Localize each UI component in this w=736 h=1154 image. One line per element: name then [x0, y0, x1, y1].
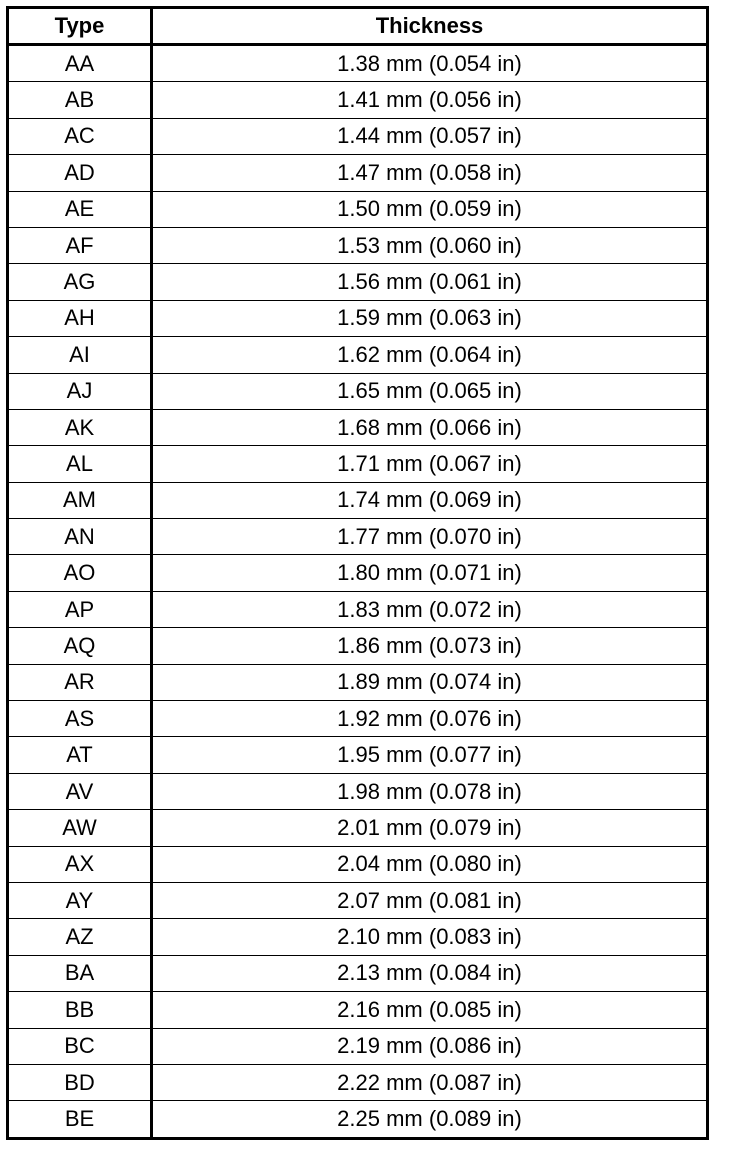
table-row	[8, 155, 708, 191]
type-cell: AM	[8, 482, 152, 518]
table-row	[8, 664, 708, 700]
table-row	[8, 846, 708, 882]
thickness-cell: 1.62 mm (0.064 in)	[152, 337, 708, 373]
header-row	[8, 8, 708, 45]
table-row	[8, 519, 708, 555]
thickness-cell: 1.89 mm (0.074 in)	[152, 664, 708, 700]
table-row	[8, 373, 708, 409]
thickness-cell: 1.44 mm (0.057 in)	[152, 118, 708, 154]
thickness-cell: 1.98 mm (0.078 in)	[152, 773, 708, 809]
header-type: Type	[8, 8, 152, 45]
thickness-cell: 1.74 mm (0.069 in)	[152, 482, 708, 518]
table-row	[8, 955, 708, 991]
thickness-cell: 1.50 mm (0.059 in)	[152, 191, 708, 227]
thickness-cell: 1.92 mm (0.076 in)	[152, 701, 708, 737]
thickness-cell: 1.41 mm (0.056 in)	[152, 82, 708, 118]
type-cell: AB	[8, 82, 152, 118]
thickness-table	[6, 6, 709, 1140]
type-cell: AQ	[8, 628, 152, 664]
table-row	[8, 1101, 708, 1138]
type-cell: AZ	[8, 919, 152, 955]
table-row	[8, 409, 708, 445]
thickness-cell: 2.13 mm (0.084 in)	[152, 955, 708, 991]
table-row	[8, 555, 708, 591]
type-cell: AW	[8, 810, 152, 846]
table-header	[8, 8, 708, 45]
table-row	[8, 82, 708, 118]
header-thickness: Thickness	[152, 8, 708, 45]
table-row	[8, 701, 708, 737]
table-row	[8, 992, 708, 1028]
type-cell: AK	[8, 409, 152, 445]
type-cell: AC	[8, 118, 152, 154]
thickness-cell: 1.38 mm (0.054 in)	[152, 45, 708, 82]
type-cell: AY	[8, 882, 152, 918]
table-row	[8, 737, 708, 773]
table-row	[8, 1064, 708, 1100]
table-row	[8, 773, 708, 809]
thickness-cell: 1.83 mm (0.072 in)	[152, 591, 708, 627]
table-row	[8, 264, 708, 300]
thickness-cell: 2.22 mm (0.087 in)	[152, 1064, 708, 1100]
type-cell: BE	[8, 1101, 152, 1138]
thickness-cell: 2.25 mm (0.089 in)	[152, 1101, 708, 1138]
table-row	[8, 446, 708, 482]
thickness-cell: 1.56 mm (0.061 in)	[152, 264, 708, 300]
table-row	[8, 337, 708, 373]
thickness-cell: 1.95 mm (0.077 in)	[152, 737, 708, 773]
thickness-cell: 2.07 mm (0.081 in)	[152, 882, 708, 918]
thickness-cell: 1.47 mm (0.058 in)	[152, 155, 708, 191]
thickness-cell: 1.86 mm (0.073 in)	[152, 628, 708, 664]
table-row	[8, 45, 708, 82]
type-cell: AA	[8, 45, 152, 82]
thickness-cell: 1.59 mm (0.063 in)	[152, 300, 708, 336]
type-cell: AO	[8, 555, 152, 591]
type-cell: BD	[8, 1064, 152, 1100]
type-cell: AD	[8, 155, 152, 191]
thickness-cell: 1.80 mm (0.071 in)	[152, 555, 708, 591]
type-cell: AN	[8, 519, 152, 555]
table-row	[8, 118, 708, 154]
thickness-cell: 2.16 mm (0.085 in)	[152, 992, 708, 1028]
type-cell: BB	[8, 992, 152, 1028]
table-row	[8, 810, 708, 846]
type-cell: AS	[8, 701, 152, 737]
table-row	[8, 1028, 708, 1064]
thickness-cell: 2.04 mm (0.080 in)	[152, 846, 708, 882]
table-row	[8, 191, 708, 227]
type-cell: AE	[8, 191, 152, 227]
thickness-cell: 1.65 mm (0.065 in)	[152, 373, 708, 409]
table-row	[8, 482, 708, 518]
type-cell: BC	[8, 1028, 152, 1064]
table-row	[8, 300, 708, 336]
table-row	[8, 591, 708, 627]
thickness-cell: 1.71 mm (0.067 in)	[152, 446, 708, 482]
type-cell: AL	[8, 446, 152, 482]
thickness-cell: 2.10 mm (0.083 in)	[152, 919, 708, 955]
type-cell: BA	[8, 955, 152, 991]
thickness-cell: 1.53 mm (0.060 in)	[152, 227, 708, 263]
table-row	[8, 882, 708, 918]
thickness-cell: 2.01 mm (0.079 in)	[152, 810, 708, 846]
type-cell: AT	[8, 737, 152, 773]
type-cell: AI	[8, 337, 152, 373]
type-cell: AG	[8, 264, 152, 300]
thickness-cell: 1.68 mm (0.066 in)	[152, 409, 708, 445]
type-cell: AH	[8, 300, 152, 336]
table-row	[8, 628, 708, 664]
table-body	[8, 45, 708, 1139]
type-cell: AP	[8, 591, 152, 627]
type-cell: AJ	[8, 373, 152, 409]
table-row	[8, 227, 708, 263]
thickness-cell: 1.77 mm (0.070 in)	[152, 519, 708, 555]
type-cell: AF	[8, 227, 152, 263]
thickness-cell: 2.19 mm (0.086 in)	[152, 1028, 708, 1064]
type-cell: AR	[8, 664, 152, 700]
thickness-table-container	[6, 6, 706, 1140]
table-row	[8, 919, 708, 955]
type-cell: AX	[8, 846, 152, 882]
type-cell: AV	[8, 773, 152, 809]
